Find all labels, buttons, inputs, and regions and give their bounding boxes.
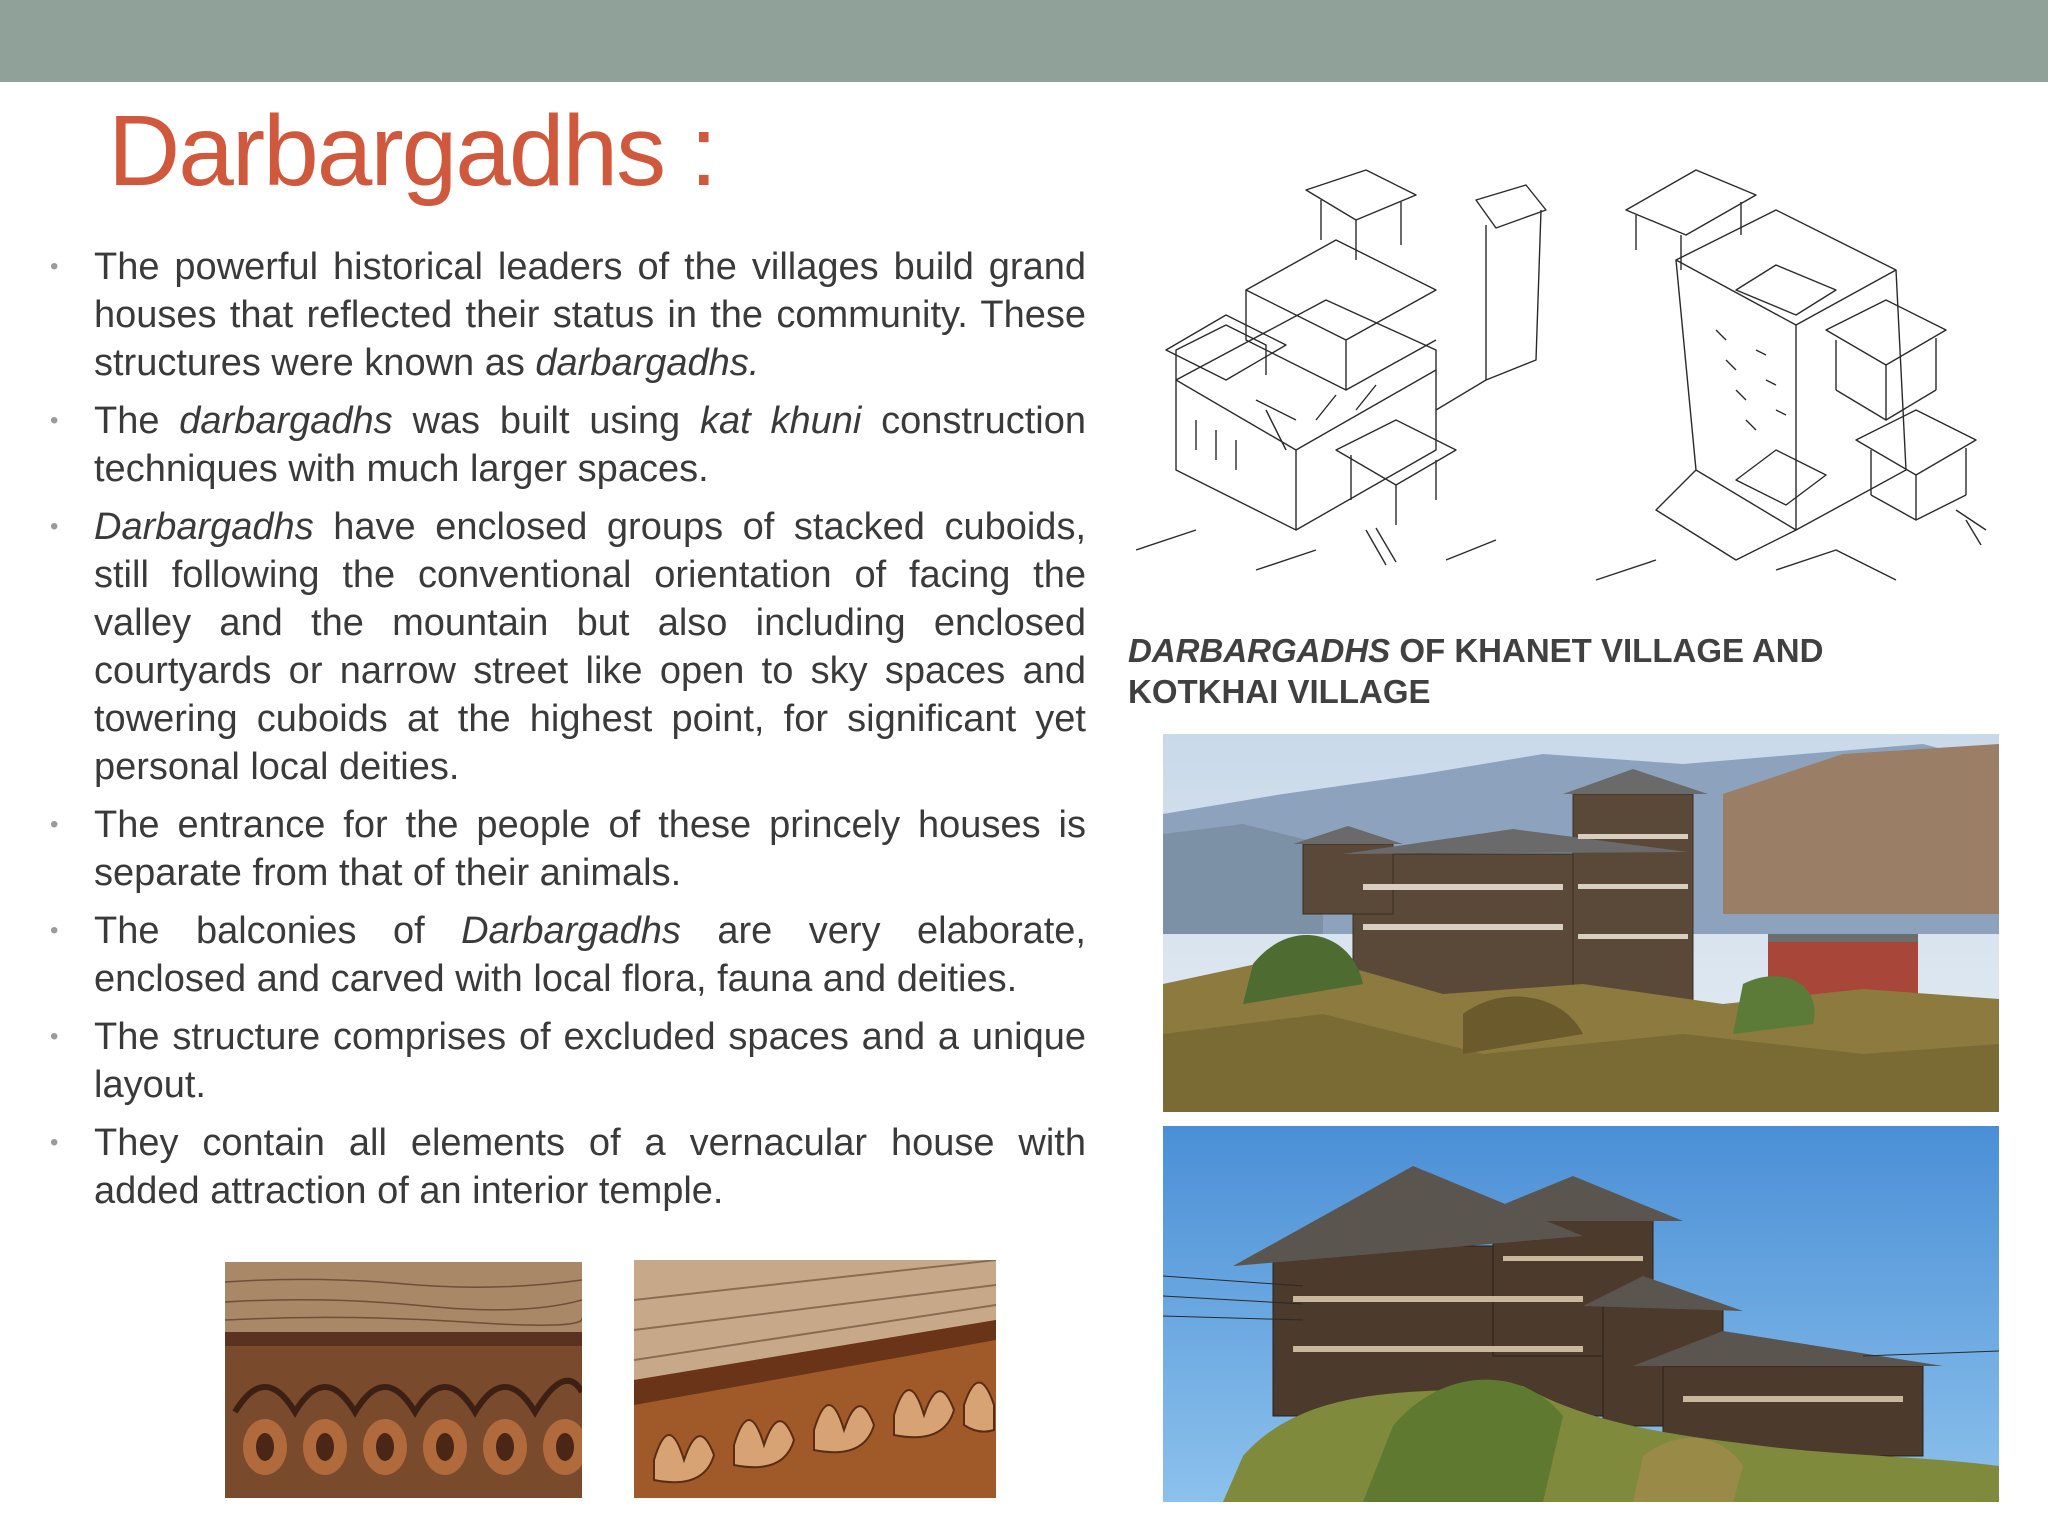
bullet-list: [50, 243, 1086, 1225]
khanet-village-photo: [1163, 734, 1999, 1112]
bullet-italic-text: Darbargadhs: [461, 910, 681, 952]
bullet-item: [50, 503, 1086, 791]
bullet-italic-text: darbargadhs: [179, 400, 393, 442]
bullet-item: [50, 801, 1086, 897]
bullet-italic-text: darbargadhs.: [535, 342, 760, 384]
wood-carving-photo-2: [634, 1260, 996, 1498]
bullet-italic-text: Darbargadhs: [94, 506, 314, 548]
bullet-text: construction techniques with much larger spaces.: [94, 400, 1086, 490]
kotkhai-sketch: [1596, 170, 1986, 580]
bullet-text: The: [94, 400, 180, 442]
bullet-item: [50, 1013, 1086, 1109]
bullet-item: [50, 397, 1086, 493]
slide-title: Darbargadhs :: [108, 95, 716, 207]
bullet-text: The entrance for the people of these princely houses is separate from that of their animals.: [94, 804, 1086, 894]
bullet-text: have enclosed groups of stacked cuboids, still following the conventional orientation of facing the valley and the mountain but also including enclosed courtyards or narrow street like open to sky spaces and towering cuboids at the highest point, for significant yet personal local deities.: [94, 506, 1086, 788]
top-bar: [0, 0, 2048, 82]
khanet-sketch: [1136, 170, 1546, 570]
bullet-dot: •: [50, 1023, 59, 1050]
bullet-item: [50, 243, 1086, 387]
bullet-text: are very elaborate, enclosed and carved with local flora, fauna and deities.: [94, 910, 1086, 1000]
bullet-text: The powerful historical leaders of the villages build grand houses that reflected their status in the community. These structures were known as: [94, 246, 1086, 384]
caption-italic: DARBARGADHS: [1128, 632, 1391, 669]
bullet-text: They contain all elements of a vernacular house with added attraction of an interior temple.: [94, 1122, 1086, 1212]
bullet-dot: •: [50, 407, 59, 434]
wood-carving-photo-1: [225, 1262, 582, 1498]
bullet-text: The structure comprises of excluded spaces and a unique layout.: [94, 1016, 1086, 1106]
sketch-illustration: [1136, 150, 1996, 620]
bullet-item: [50, 907, 1086, 1003]
image-caption: [1128, 630, 1908, 712]
kotkhai-village-photo: [1163, 1126, 1999, 1502]
bullet-dot: •: [50, 1129, 59, 1156]
bullet-item: [50, 1119, 1086, 1215]
bullet-italic-text: kat khuni: [699, 400, 862, 442]
bullet-text: The balconies of: [94, 910, 462, 952]
caption-rest: OF KHANET VILLAGE AND KOTKHAI VILLAGE: [1128, 632, 1824, 710]
bullet-dot: •: [50, 513, 59, 540]
bullet-text: was built using: [392, 400, 700, 442]
bullet-dot: •: [50, 811, 59, 838]
bullet-dot: •: [50, 253, 59, 280]
bullet-dot: •: [50, 917, 59, 944]
